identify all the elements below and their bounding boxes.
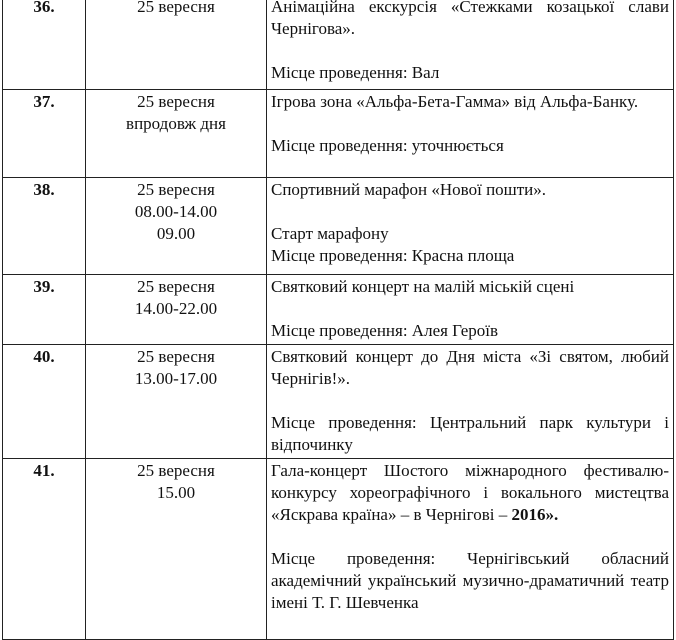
event-title-year: 2016». — [511, 505, 559, 524]
event-number: 41. — [3, 459, 86, 640]
event-title: Анімаційна екскурсія «Стежками козацької слави Чернігова». — [271, 0, 669, 38]
event-venue: Місце проведення: Вал — [271, 63, 440, 82]
event-title: Спортивний марафон «Нової пошти». — [271, 180, 547, 199]
event-title: Ігрова зона «Альфа-Бета-Гамма» від Альфа-Банку. — [271, 92, 639, 111]
event-title: Святковий концерт до Дня міста «Зі святом, любий Чернігів!». — [271, 347, 669, 388]
event-time-line: 08.00-14.00 — [134, 202, 218, 221]
event-date-line: 25 вересня — [137, 277, 215, 296]
event-title: Святковий концерт на малій міській сцені — [271, 277, 575, 296]
table-row — [3, 0, 674, 90]
events-table — [2, 0, 674, 640]
event-date-line: 25 вересня — [137, 347, 215, 366]
event-time-line: 14.00-22.00 — [134, 299, 218, 318]
event-title-text: Гала-концерт Шостого міжнародного фестивалю-конкурсу хореографічного і вокального мистецтва «Яскрава країна» – в Чернігові – — [271, 461, 669, 524]
event-description — [267, 178, 674, 275]
event-time-line: 15.00 — [156, 483, 196, 502]
event-date-line: 25 вересня — [137, 180, 215, 199]
table-row — [3, 178, 674, 275]
event-number: 40. — [3, 345, 86, 459]
event-date-line: 25 вересня — [137, 0, 215, 16]
event-date — [86, 275, 267, 345]
event-time-line: впродовж дня — [126, 114, 226, 133]
event-number: 36. — [3, 0, 86, 90]
event-date — [86, 459, 267, 640]
event-time-line: 13.00-17.00 — [134, 369, 218, 388]
table-row — [3, 459, 674, 640]
event-date — [86, 345, 267, 459]
event-description — [267, 275, 674, 345]
event-date — [86, 0, 267, 90]
event-number: 39. — [3, 275, 86, 345]
event-date-line: 25 вересня — [137, 461, 215, 480]
event-venue: Місце проведення: Центральний парк культури і відпочинку — [271, 413, 669, 454]
event-description — [267, 90, 674, 178]
event-description — [267, 459, 674, 640]
table-row — [3, 345, 674, 459]
event-venue: Місце проведення: уточнюється — [271, 136, 504, 155]
event-description — [267, 0, 674, 90]
table-row — [3, 275, 674, 345]
event-extra: Старт марафону — [271, 224, 389, 243]
event-time-line: 09.00 — [156, 224, 196, 243]
event-title — [271, 460, 669, 526]
table-row — [3, 90, 674, 178]
event-description — [267, 345, 674, 459]
event-venue: Місце проведення: Чернігівський обласний академічний український музично-драматичний театр імені Т. Г. Шевченка — [271, 549, 669, 612]
event-date — [86, 178, 267, 275]
event-venue: Місце проведення: Красна площа — [271, 246, 515, 265]
event-number: 38. — [3, 178, 86, 275]
event-number: 37. — [3, 90, 86, 178]
event-date — [86, 90, 267, 178]
event-venue: Місце проведення: Алея Героїв — [271, 321, 499, 340]
event-date-line: 25 вересня — [137, 92, 215, 111]
